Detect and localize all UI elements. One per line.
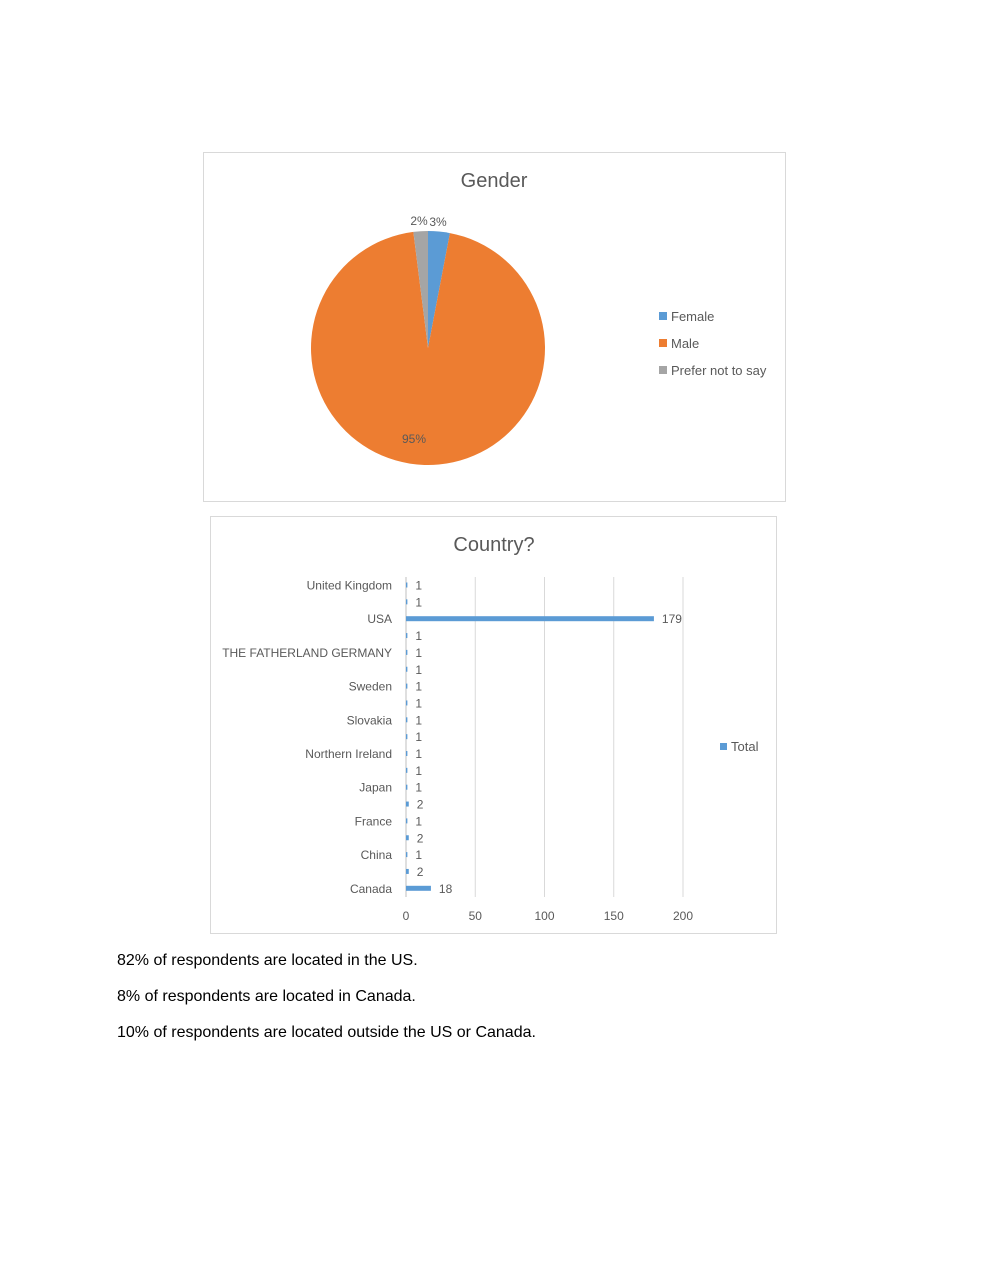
bar-2 xyxy=(406,616,654,621)
x-tick-label-50: 50 xyxy=(468,909,482,923)
pie-data-label-prefer-not-to-say: 2% xyxy=(410,214,428,228)
bar-data-label-17: 2 xyxy=(416,864,424,879)
bar-14 xyxy=(406,818,407,823)
country-chart-title: Country? xyxy=(453,534,535,556)
bar-data-label-16: 1 xyxy=(415,848,423,863)
bar-data-label-2: 179 xyxy=(661,612,682,627)
bar-data-label-13: 2 xyxy=(416,797,424,812)
legend-label-prefer-not-to-say: Prefer not to say xyxy=(671,363,767,378)
x-tick-label-100: 100 xyxy=(534,909,555,923)
paragraph-us: 82% of respondents are located in the US. xyxy=(117,952,418,969)
gender-chart xyxy=(203,152,786,502)
bar-17 xyxy=(406,869,409,874)
category-label-canada: Canada xyxy=(349,881,392,896)
category-label-france: France xyxy=(354,814,392,829)
bar-15 xyxy=(406,835,409,840)
category-label-slovakia: Slovakia xyxy=(346,713,392,728)
country-bar-svg xyxy=(211,517,776,933)
x-tick-label-0: 0 xyxy=(402,909,410,923)
x-tick-label-150: 150 xyxy=(603,909,624,923)
bar-12 xyxy=(406,785,407,790)
pie-data-label-male: 95% xyxy=(401,432,427,446)
bar-data-label-12: 1 xyxy=(415,780,423,795)
bar-data-label-1: 1 xyxy=(415,595,423,610)
legend-label-total: Total xyxy=(731,739,759,754)
legend-swatch-female xyxy=(659,312,667,320)
legend-swatch-prefer-not-to-say xyxy=(659,366,667,374)
bar-7 xyxy=(406,700,407,705)
bar-13 xyxy=(406,802,409,807)
legend-swatch-male xyxy=(659,339,667,347)
legend-label-female: Female xyxy=(671,309,715,324)
bar-6 xyxy=(406,684,407,689)
category-label-china: China xyxy=(360,848,392,863)
legend-label-male: Male xyxy=(671,336,700,351)
bar-data-label-4: 1 xyxy=(415,645,423,660)
bar-data-label-18: 18 xyxy=(438,881,453,896)
bar-data-label-15: 2 xyxy=(416,831,424,846)
bar-data-label-6: 1 xyxy=(415,679,423,694)
category-label-sweden: Sweden xyxy=(348,679,392,694)
category-label-japan: Japan xyxy=(359,780,392,795)
bar-data-label-0: 1 xyxy=(415,578,423,593)
bar-8 xyxy=(406,717,407,722)
gender-chart-title: Gender xyxy=(460,170,528,192)
bar-3 xyxy=(406,633,407,638)
bar-5 xyxy=(406,667,407,672)
category-label-the-fatherland-germany: THE FATHERLAND GERMANY xyxy=(222,645,392,660)
bar-data-label-10: 1 xyxy=(415,747,423,761)
category-label-united-kingdom: United Kingdom xyxy=(306,578,392,593)
pie-data-label-female: 3% xyxy=(429,215,447,229)
bar-4 xyxy=(406,650,407,655)
x-tick-label-200: 200 xyxy=(672,909,694,923)
country-chart xyxy=(210,516,777,934)
category-label-northern-ireland: Northern Ireland xyxy=(305,747,392,761)
gender-pie-svg xyxy=(204,153,785,501)
bar-data-label-3: 1 xyxy=(415,629,423,644)
paragraph-canada: 8% of respondents are located in Canada. xyxy=(117,988,416,1005)
bar-11 xyxy=(406,768,407,773)
category-label-usa: USA xyxy=(367,612,392,627)
bar-16 xyxy=(406,852,407,857)
bar-0 xyxy=(406,583,407,588)
bar-10 xyxy=(406,751,407,756)
bar-data-label-7: 1 xyxy=(415,696,423,711)
bar-data-label-5: 1 xyxy=(415,662,423,677)
bar-data-label-9: 1 xyxy=(415,730,423,745)
legend-swatch-total xyxy=(720,743,727,750)
bar-1 xyxy=(406,599,407,604)
bar-data-label-8: 1 xyxy=(415,713,423,728)
bar-data-label-11: 1 xyxy=(415,763,423,778)
bar-18 xyxy=(406,886,431,891)
bar-9 xyxy=(406,734,407,739)
bar-data-label-14: 1 xyxy=(415,814,423,829)
paragraph-outside: 10% of respondents are located outside the US or Canada. xyxy=(117,1024,536,1041)
